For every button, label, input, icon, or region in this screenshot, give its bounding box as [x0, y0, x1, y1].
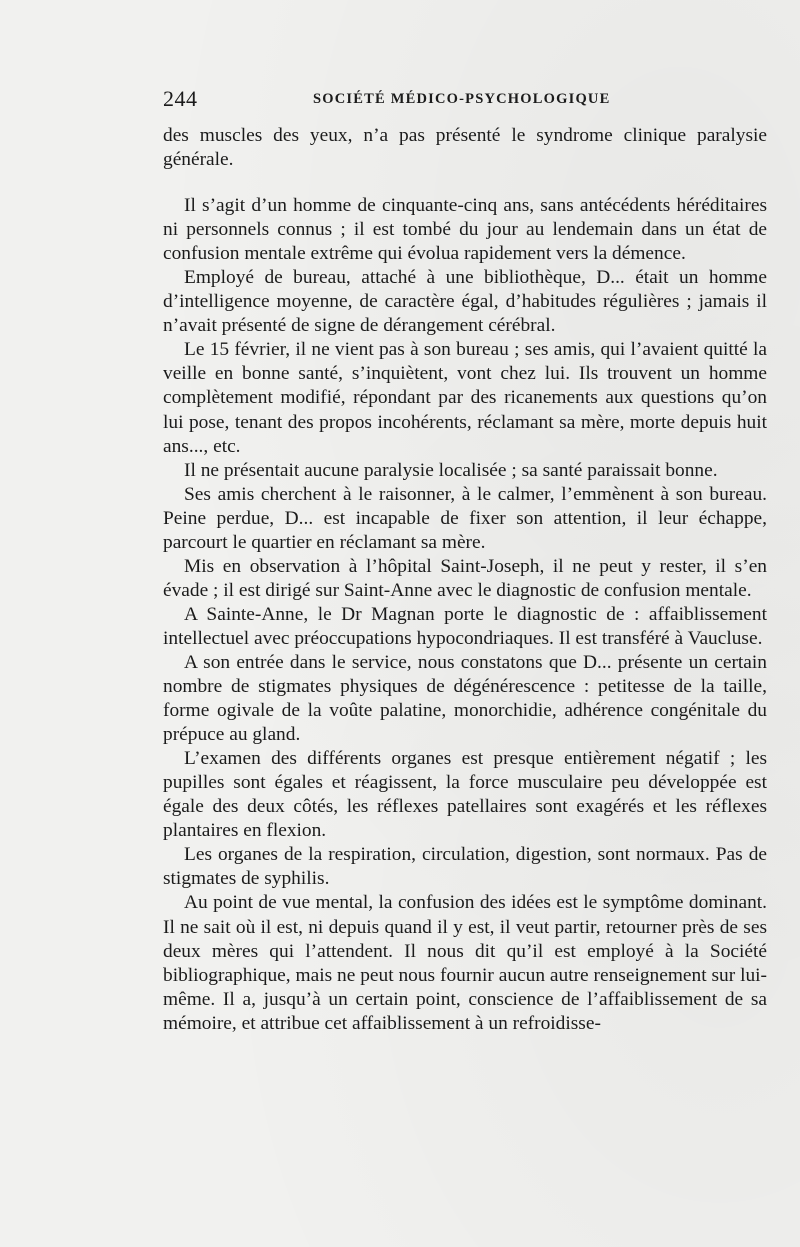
paragraph: A son entrée dans le service, nous constatons que D... présente un certain nombre de stigmates physiques de dégénérescence : petitesse de la taille, forme ogivale de la voûte palatine, monorchidie, adhérence congénitale du prépuce au gland. [163, 651, 767, 746]
paragraph: Au point de vue mental, la confusion des idées est le symptôme dominant. Il ne sait où il est, ni depuis quand il y est, il veut partir, retourner près de ses deux mères qui l’attendent. Il nous dit qu’il est employé à la Société bibliographique, mais ne peut nous fournir aucun autre renseignement sur lui-même. Il a, jusqu’à un certain point, conscience de l’affaiblissement de sa mémoire, et attribue cet affaiblissement à un refroidisse- [163, 892, 767, 1034]
page-header [163, 86, 773, 112]
paragraph: Mis en observation à l’hôpital Saint-Joseph, il ne peut y rester, il s’en évade ; il est dirigé sur Saint-Anne avec le diagnostic de confusion mentale. [163, 555, 767, 601]
paragraph: Les organes de la respiration, circulation, digestion, sont normaux. Pas de stigmates de syphilis. [163, 844, 767, 890]
running-head: SOCIÉTÉ MÉDICO-PSYCHOLOGIQUE [313, 91, 611, 107]
paragraph: Employé de bureau, attaché à une bibliothèque, D... était un homme d’intelligence moyenne, de caractère égal, d’habitudes régulières ; jamais il n’avait présenté de signe de dérangement cérébral. [163, 267, 767, 337]
paragraph: Il s’agit d’un homme de cinquante-cinq ans, sans antécédents héréditaires ni personnels connus ; il est tombé du jour au lendemain dans un état de confusion mentale extrême qui évolua rapidement vers la démence. [163, 195, 767, 265]
paragraph: A Sainte-Anne, le Dr Magnan porte le diagnostic de : affaiblissement intellectuel avec préoccupations hypocondriaques. Il est transféré à Vaucluse. [163, 603, 767, 649]
paragraph: L’examen des différents organes est presque entièrement négatif ; les pupilles sont égales et réagissent, la force musculaire peu développée est égale des deux côtés, les réflexes patellaires sont exagérés et les réflexes plantaires en flexion. [163, 748, 767, 842]
body-text [163, 124, 767, 1036]
paragraph: Il ne présentait aucune paralysie localisée ; sa santé paraissait bonne. [184, 459, 718, 481]
paragraph-continuation: des muscles des yeux, n’a pas présenté le syndrome clinique paralysie générale. [163, 125, 767, 171]
paragraph: Ses amis cherchent à le raisonner, à le calmer, l’emmènent à son bureau. Peine perdue, D... est incapable de fixer son attention, il leur échappe, parcourt le quartier en réclamant sa mère. [163, 483, 767, 553]
page-number: 244 [163, 86, 198, 111]
paragraph: Le 15 février, il ne vient pas à son bureau ; ses amis, qui l’avaient quitté la veille en bonne santé, s’inquiètent, vont chez lui. Ils trouvent un homme complètement modifié, répondant par des ricanements aux questions qu’on lui pose, tenant des propos incohérents, réclamant sa mère, morte depuis huit ans..., etc. [163, 339, 767, 457]
